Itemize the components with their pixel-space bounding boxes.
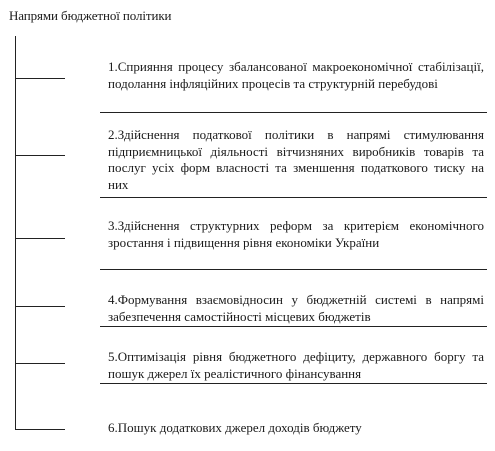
policy-item-1: 1.Сприяння процесу збалансованої макроекономічної стабілізації, подолання інфляційних процесів та структурній перебудові: [108, 59, 484, 91]
branch-line-6: [15, 429, 65, 430]
item-underline-4: [100, 326, 487, 327]
item-underline-2: [100, 197, 487, 198]
branch-line-3: [15, 238, 65, 239]
vertical-connector: [15, 36, 16, 430]
branch-line-2: [15, 155, 65, 156]
diagram-title: Напрями бюджетної політики: [9, 8, 172, 23]
policy-item-6: 6.Пошук додаткових джерел доходів бюджету: [108, 420, 362, 435]
branch-line-4: [15, 306, 65, 307]
branch-line-5: [15, 363, 65, 364]
branch-line-1: [15, 78, 65, 79]
item-underline-1: [100, 112, 487, 113]
item-underline-3: [100, 269, 487, 270]
policy-item-5: 5.Оптимізація рівня бюджетного дефіциту, державного боргу та пошук джерел їх реалістичного фінансування: [108, 349, 484, 381]
policy-item-2: 2.Здійснення податкової політики в напрямі стимулювання підприємницької діяльності вітчизняних виробників товарів та послуг усіх форм власності та зменшення податкового тиску на них: [108, 127, 484, 192]
item-underline-5: [100, 383, 487, 384]
policy-item-3: 3.Здійснення структурних реформ за критерієм економічного зростання і підвищення рівня економіки України: [108, 218, 484, 250]
policy-item-4: 4.Формування взаємовідносин у бюджетній системі в напрямі забезпечення самостійності місцевих бюджетів: [108, 292, 484, 324]
